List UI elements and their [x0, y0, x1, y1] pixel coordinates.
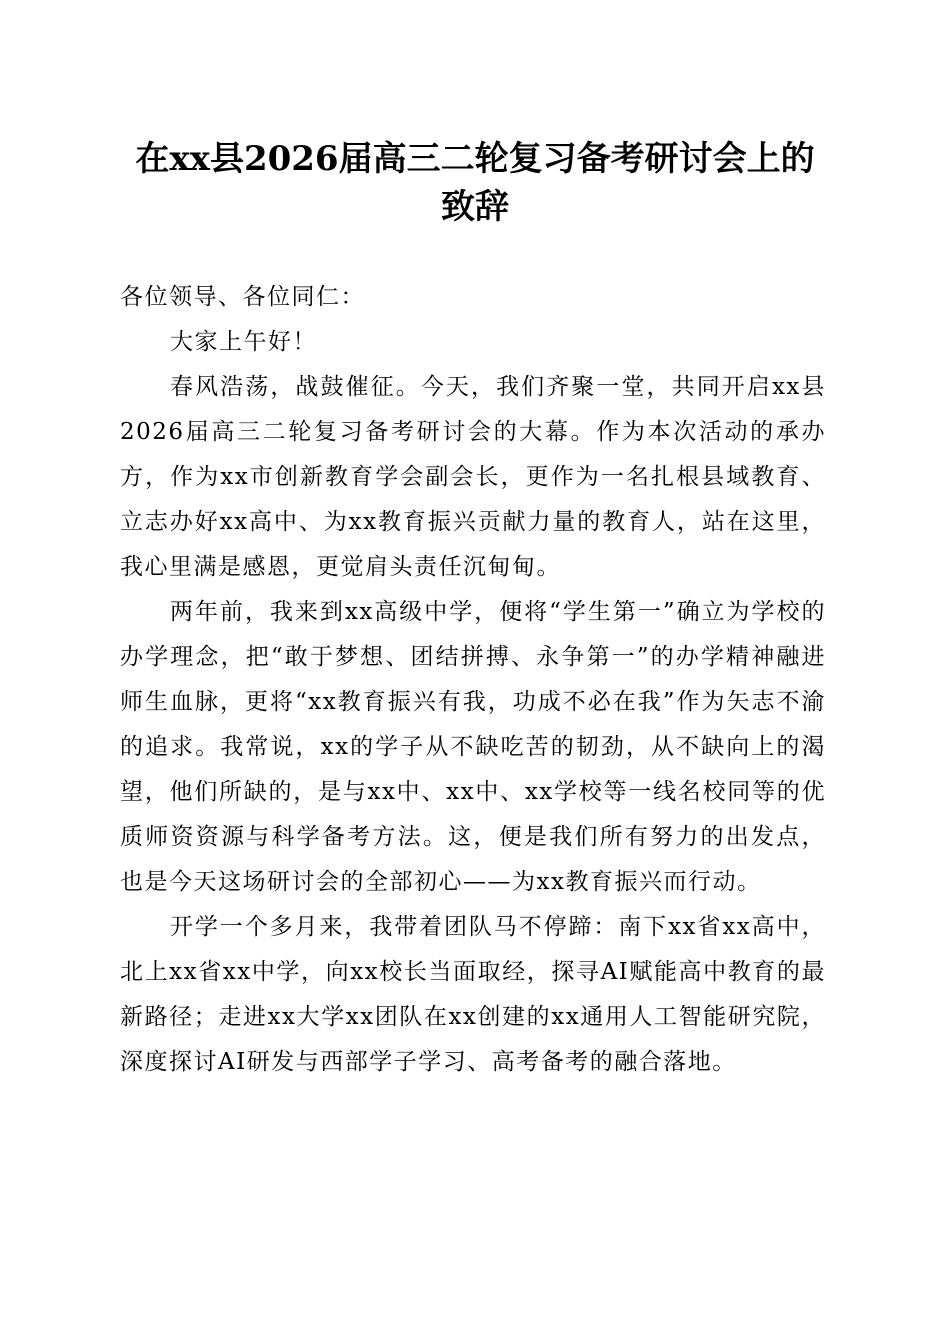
body-paragraph-1: 春风浩荡，战鼓催征。今天，我们齐聚一堂，共同开启xx县2026届高三二轮复习备考研讨会的大幕。作为本次活动的承办方，作为xx市创新教育学会副会长，更作为一名扎根县域教育、立志办好xx高中、为xx教育振兴贡献力量的教育人，站在这里，我心里满是感恩，更觉肩头责任沉甸甸。 [120, 374, 826, 580]
title-line-1: 在xx县2026届高三二轮复习备考研讨会上的 [135, 139, 815, 179]
greeting-paragraph: 大家上午好！ [170, 329, 317, 355]
document-title [100, 135, 850, 231]
title-line-2: 致辞 [441, 187, 509, 227]
salutation: 各位领导、各位同仁： [120, 284, 365, 310]
body-paragraph-3: 开学一个多月来，我带着团队马不停蹄：南下xx省xx高中，北上xx省xx中学，向xx校长当面取经，探寻AI赋能高中教育的最新路径；走进xx大学xx团队在xx创建的xx通用人工智能研究院，深度探讨AI研发与西部学子学习、高考备考的融合落地。 [120, 914, 826, 1075]
document-body [120, 275, 826, 1085]
body-paragraph-2: 两年前，我来到xx高级中学，便将“学生第一”确立为学校的办学理念，把“敢于梦想、团结拼搏、永争第一”的办学精神融进师生血脉，更将“xx教育振兴有我，功成不必在我”作为矢志不渝的追求。我常说，xx的学子从不缺吃苦的韧劲，从不缺向上的渴望，他们所缺的，是与xx中、xx中、xx学校等一线名校同等的优质师资资源与科学备考方法。这，便是我们所有努力的出发点，也是今天这场研讨会的全部初心——为xx教育振兴而行动。 [120, 599, 826, 895]
